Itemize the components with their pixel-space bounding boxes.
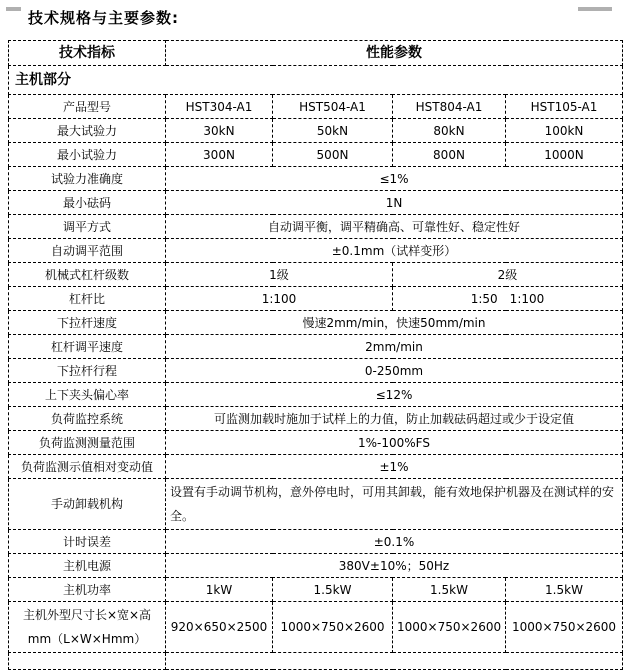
table-row bbox=[9, 119, 623, 143]
spec-value: 300N bbox=[166, 143, 273, 167]
section-header-row bbox=[9, 66, 623, 95]
spec-value: ≤1% bbox=[166, 167, 623, 191]
spec-label: 最小砝码 bbox=[9, 191, 166, 215]
table-row bbox=[9, 359, 623, 383]
spec-label: 调平方式 bbox=[9, 215, 166, 239]
table-row bbox=[9, 554, 623, 578]
spec-value: 自动调平衡，调平精确高、可靠性好、稳定性好 bbox=[166, 215, 623, 239]
spec-label-line2: mm（L×W×Hmm） bbox=[27, 632, 147, 646]
table-row bbox=[9, 455, 623, 479]
spec-label: 主机电源 bbox=[9, 554, 166, 578]
spec-label: 下拉杆行程 bbox=[9, 359, 166, 383]
spec-value: 1.5kW bbox=[393, 578, 506, 602]
header-label-cell: 技术指标 bbox=[9, 41, 166, 66]
spec-label: 手动卸载机构 bbox=[9, 479, 166, 530]
spec-label: 负荷监测测量范围 bbox=[9, 431, 166, 455]
table-row bbox=[9, 530, 623, 554]
spec-value: ±1% bbox=[166, 455, 623, 479]
spec-value: 2级 bbox=[393, 263, 623, 287]
spec-value: 1:50 1:100 bbox=[393, 287, 623, 311]
spec-label: 上下夹头偏心率 bbox=[9, 383, 166, 407]
table-row bbox=[9, 95, 623, 119]
page-title: 技术规格与主要参数: bbox=[28, 9, 179, 27]
table-row bbox=[9, 191, 623, 215]
spec-value: ≤12% bbox=[166, 383, 623, 407]
spec-label: 杠杆比 bbox=[9, 287, 166, 311]
spec-value: 1000×750×2600 bbox=[506, 602, 623, 653]
spec-value: 慢速2mm/min，快速50mm/min bbox=[166, 311, 623, 335]
spec-value: 可监测加载时施加于试样上的力值，防止加载砝码超过或少于设定值 bbox=[166, 407, 623, 431]
spec-value: 1000×750×2600 bbox=[273, 602, 393, 653]
spec-label: 负荷监测示值相对变动值 bbox=[9, 455, 166, 479]
spec-label: 产品型号 bbox=[9, 95, 166, 119]
spec-value: ±0.1% bbox=[166, 530, 623, 554]
spec-label-line1: 主机外型尺寸长×宽×高 bbox=[22, 608, 152, 622]
spec-label: 最小试验力 bbox=[9, 143, 166, 167]
spec-value: ±0.1mm（试样变形） bbox=[166, 239, 623, 263]
spec-value: 500N bbox=[273, 143, 393, 167]
spec-value: 1级 bbox=[166, 263, 393, 287]
table-row bbox=[9, 263, 623, 287]
spec-value: 设置有手动调节机构，意外停电时，可用其卸载，能有效地保护机器及在测试样的安全。 bbox=[166, 479, 623, 530]
table-header-row bbox=[9, 41, 623, 66]
spec-value: 920×650×2500 bbox=[166, 602, 273, 653]
spec-value: 0-250mm bbox=[166, 359, 623, 383]
table-row bbox=[9, 215, 623, 239]
spec-label: 最大试验力 bbox=[9, 119, 166, 143]
spec-value: 1:100 bbox=[166, 287, 393, 311]
spec-value bbox=[166, 653, 623, 670]
spec-label: 负荷监控系统 bbox=[9, 407, 166, 431]
table-row bbox=[9, 431, 623, 455]
spec-value: 1.5kW bbox=[273, 578, 393, 602]
table-row bbox=[9, 335, 623, 359]
top-right-artifact bbox=[578, 7, 612, 11]
spec-label: 主机功率 bbox=[9, 578, 166, 602]
spec-value: 1000N bbox=[506, 143, 623, 167]
spec-value: HST804-A1 bbox=[393, 95, 506, 119]
spec-label: 自动调平范围 bbox=[9, 239, 166, 263]
spec-label: 下拉杆速度 bbox=[9, 311, 166, 335]
table-row bbox=[9, 287, 623, 311]
spec-value: 1kW bbox=[166, 578, 273, 602]
table-row bbox=[9, 602, 623, 653]
spec-value: HST304-A1 bbox=[166, 95, 273, 119]
table-row-partial bbox=[9, 653, 623, 670]
header-value-cell: 性能参数 bbox=[166, 41, 623, 66]
spec-value: 1%-100%FS bbox=[166, 431, 623, 455]
table-row bbox=[9, 311, 623, 335]
spec-value: 800N bbox=[393, 143, 506, 167]
spec-label: 试验力准确度 bbox=[9, 167, 166, 191]
spec-value: HST504-A1 bbox=[273, 95, 393, 119]
spec-label: 机械式杠杆级数 bbox=[9, 263, 166, 287]
table-row bbox=[9, 407, 623, 431]
spec-value: 30kN bbox=[166, 119, 273, 143]
table-row bbox=[9, 383, 623, 407]
spec-value: 1.5kW bbox=[506, 578, 623, 602]
spec-label bbox=[9, 602, 166, 653]
table-row bbox=[9, 167, 623, 191]
spec-value: HST105-A1 bbox=[506, 95, 623, 119]
spec-value: 2mm/min bbox=[166, 335, 623, 359]
spec-label: 计时误差 bbox=[9, 530, 166, 554]
spec-label bbox=[9, 653, 166, 670]
section-title-cell: 主机部分 bbox=[9, 66, 623, 95]
table-row bbox=[9, 479, 623, 530]
top-left-artifact bbox=[6, 7, 21, 11]
spec-value: 50kN bbox=[273, 119, 393, 143]
spec-label: 杠杆调平速度 bbox=[9, 335, 166, 359]
table-row bbox=[9, 143, 623, 167]
spec-value: 80kN bbox=[393, 119, 506, 143]
spec-value: 1000×750×2600 bbox=[393, 602, 506, 653]
spec-value: 1N bbox=[166, 191, 623, 215]
spec-table bbox=[8, 40, 623, 670]
spec-value: 100kN bbox=[506, 119, 623, 143]
spec-value: 380V±10%；50Hz bbox=[166, 554, 623, 578]
table-row bbox=[9, 239, 623, 263]
